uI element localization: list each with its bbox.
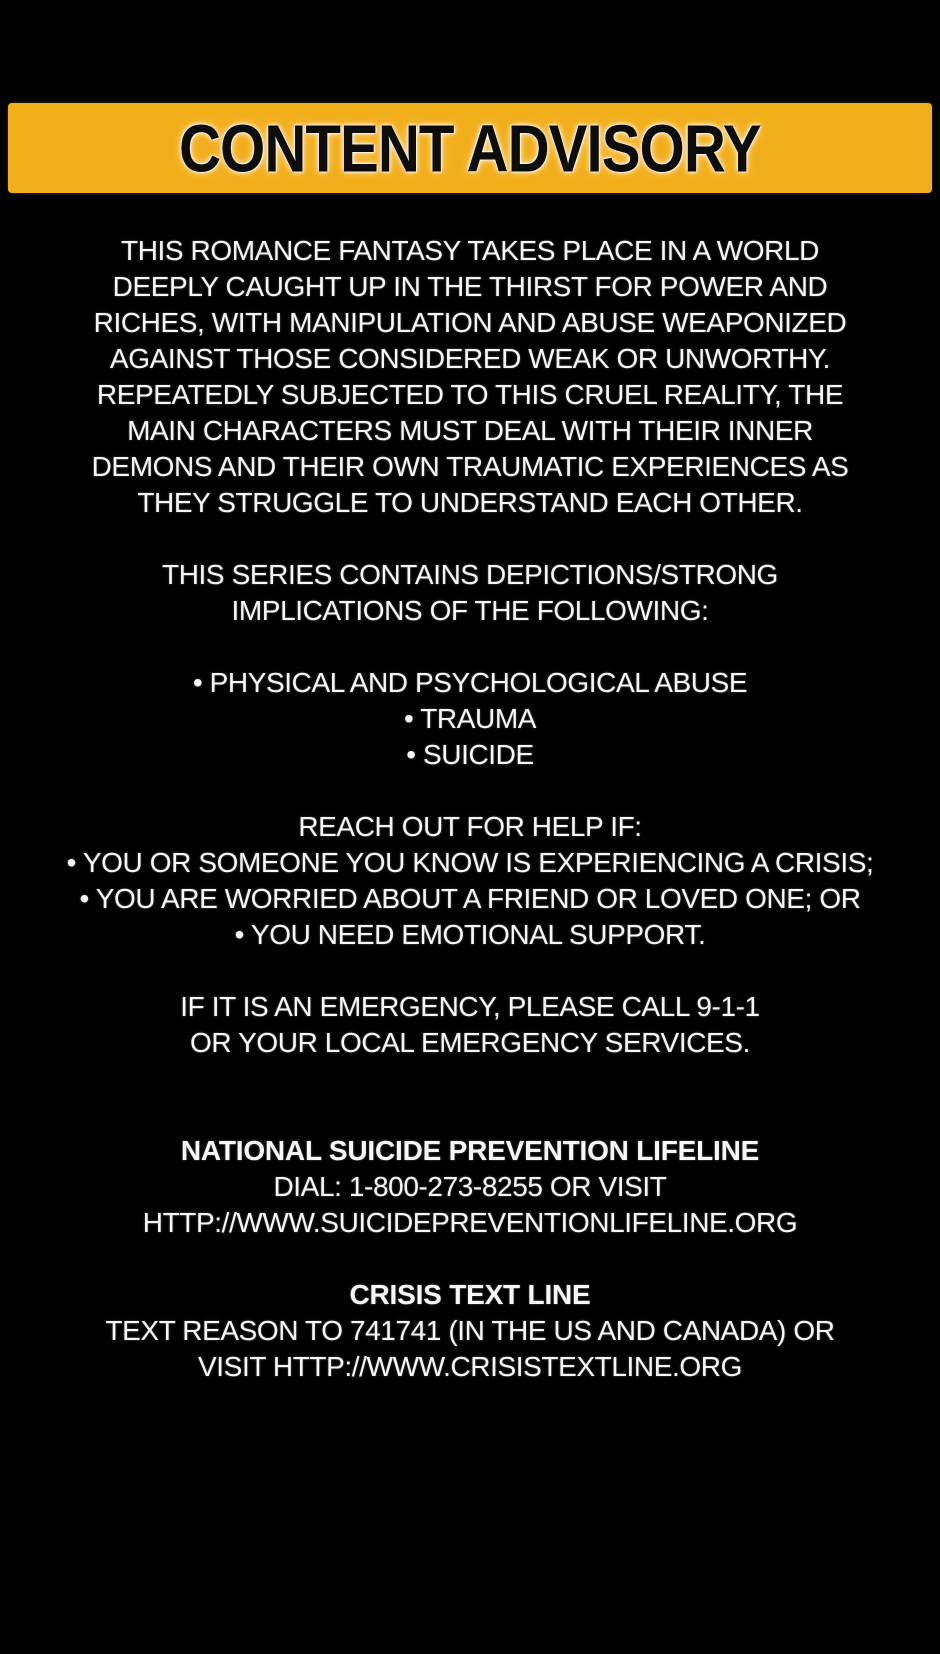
intro-line: MAIN CHARACTERS MUST DEAL WITH THEIR INNER (127, 415, 813, 446)
lifeline-heading: NATIONAL SUICIDE PREVENTION LIFELINE (180, 1135, 760, 1166)
emergency-line: OR YOUR LOCAL EMERGENCY SERVICES. (190, 1027, 750, 1058)
intro-line: THEY STRUGGLE TO UNDERSTAND EACH OTHER. (137, 487, 803, 518)
banner-title: CONTENT ADVISORY (179, 110, 761, 186)
intro-line: AGAINST THOSE CONSIDERED WEAK OR UNWORTHY. (109, 343, 831, 374)
crisis-text-line-instructions: TEXT REASON TO 741741 (IN THE US AND CANADA) OR (105, 1315, 835, 1346)
emergency-notice (0, 989, 940, 1061)
advisory-body (0, 233, 940, 1385)
reach-out-item: • YOU OR SOMEONE YOU KNOW IS EXPERIENCING A CRISIS; (66, 847, 874, 878)
warning-item: • TRAUMA (403, 703, 537, 734)
crisis-text-line-url: VISIT HTTP://WWW.CRISISTEXTLINE.ORG (198, 1351, 742, 1382)
warning-item: • SUICIDE (406, 739, 534, 770)
intro-line: DEMONS AND THEIR OWN TRAUMATIC EXPERIENCES AS (91, 451, 849, 482)
reach-out-item: • YOU ARE WORRIED ABOUT A FRIEND OR LOVED ONE; OR (79, 883, 861, 914)
crisis-text-line-heading: CRISIS TEXT LINE (349, 1279, 591, 1310)
reach-out-header: REACH OUT FOR HELP IF: (298, 811, 642, 842)
intro-line: THIS ROMANCE FANTASY TAKES PLACE IN A WORLD (120, 235, 819, 266)
reach-out-section (0, 809, 940, 953)
warning-item: • PHYSICAL AND PSYCHOLOGICAL ABUSE (192, 667, 748, 698)
emergency-line: IF IT IS AN EMERGENCY, PLEASE CALL 9-1-1 (180, 991, 760, 1022)
intro-paragraph (0, 233, 940, 521)
lifeline-url: HTTP://WWW.SUICIDEPREVENTIONLIFELINE.ORG (142, 1207, 798, 1238)
lifeline-section (0, 1133, 940, 1241)
reach-out-item: • YOU NEED EMOTIONAL SUPPORT. (234, 919, 706, 950)
contains-line: THIS SERIES CONTAINS DEPICTIONS/STRONG (162, 559, 778, 590)
advisory-banner (8, 103, 932, 193)
intro-line: REPEATEDLY SUBJECTED TO THIS CRUEL REALITY, THE (96, 379, 844, 410)
contains-line: IMPLICATIONS OF THE FOLLOWING: (231, 595, 709, 626)
content-warnings-list (0, 665, 940, 773)
lifeline-phone: DIAL: 1-800-273-8255 OR VISIT (273, 1171, 667, 1202)
intro-line: RICHES, WITH MANIPULATION AND ABUSE WEAPONIZED (93, 307, 847, 338)
intro-line: DEEPLY CAUGHT UP IN THE THIRST FOR POWER AND (112, 271, 828, 302)
contains-statement (0, 557, 940, 629)
crisis-text-line-section (0, 1277, 940, 1385)
